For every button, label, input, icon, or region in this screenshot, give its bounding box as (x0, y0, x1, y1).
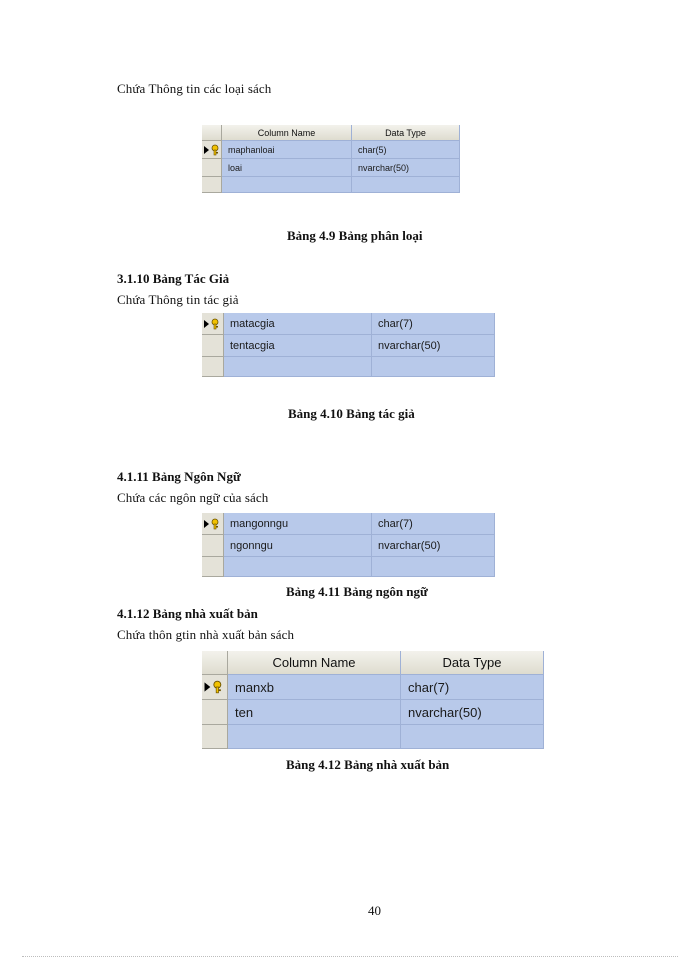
heading-nxb: 4.1.12 Bảng nhà xuất bản (117, 606, 258, 621)
column-name-cell[interactable] (228, 725, 401, 749)
row-selector[interactable] (202, 177, 222, 193)
table-row[interactable] (202, 675, 544, 700)
row-selector[interactable] (202, 700, 228, 725)
column-name-header: Column Name (222, 125, 352, 141)
intro-text: Chứa Thông tin các loại sách (117, 81, 272, 96)
heading-ngonngu: 4.1.11 Bảng Ngôn Ngữ (117, 469, 241, 484)
row-selector[interactable] (202, 557, 224, 577)
column-name-cell[interactable]: mangonngu (224, 513, 372, 535)
column-name-header: Column Name (228, 651, 401, 675)
data-type-cell[interactable] (401, 725, 544, 749)
column-name-cell[interactable] (222, 177, 352, 193)
table-row[interactable] (202, 313, 495, 335)
data-type-cell[interactable]: nvarchar(50) (352, 159, 460, 177)
column-name-cell[interactable] (224, 357, 372, 377)
data-type-cell[interactable]: nvarchar(50) (372, 535, 495, 557)
row-selector[interactable] (202, 513, 224, 535)
table-row[interactable] (202, 535, 495, 557)
caption-table-4-9: Bảng 4.9 Bảng phân loại (287, 228, 423, 243)
data-type-cell[interactable]: char(7) (401, 675, 544, 700)
table-row[interactable] (202, 159, 460, 177)
column-name-cell[interactable]: manxb (228, 675, 401, 700)
page-number: 40 (368, 903, 381, 918)
data-type-cell[interactable]: nvarchar(50) (372, 335, 495, 357)
column-name-cell[interactable]: ngonngu (224, 535, 372, 557)
row-selector[interactable] (202, 141, 222, 159)
data-type-header: Data Type (401, 651, 544, 675)
table-row[interactable] (202, 700, 544, 725)
table-header-row (202, 651, 544, 675)
row-selector-header (202, 651, 228, 675)
column-name-cell[interactable] (224, 557, 372, 577)
caption-table-4-10: Bảng 4.10 Bảng tác giả (288, 406, 415, 421)
column-name-cell[interactable]: ten (228, 700, 401, 725)
page-bottom-divider (22, 956, 678, 957)
table-header-row (202, 125, 460, 141)
table-row[interactable] (202, 335, 495, 357)
table-row[interactable] (202, 141, 460, 159)
text-ngonngu: Chứa các ngôn ngữ của sách (117, 490, 269, 505)
table-tacgia (202, 313, 495, 377)
primary-key-icon (204, 144, 222, 156)
row-selector[interactable] (202, 535, 224, 557)
data-type-header: Data Type (352, 125, 460, 141)
row-selector[interactable] (202, 159, 222, 177)
data-type-cell[interactable]: nvarchar(50) (401, 700, 544, 725)
text-tacgia: Chứa Thông tin tác giả (117, 292, 239, 307)
heading-tacgia: 3.1.10 Bảng Tác Giả (117, 271, 230, 286)
data-type-cell[interactable]: char(5) (352, 141, 460, 159)
primary-key-icon (204, 518, 222, 530)
column-name-cell[interactable]: loai (222, 159, 352, 177)
column-name-cell[interactable]: maphanloai (222, 141, 352, 159)
column-name-cell[interactable]: tentacgia (224, 335, 372, 357)
table-row[interactable] (202, 513, 495, 535)
column-name-cell[interactable]: matacgia (224, 313, 372, 335)
caption-table-4-11: Bảng 4.11 Bảng ngôn ngữ (286, 584, 428, 599)
row-selector[interactable] (202, 357, 224, 377)
data-type-cell[interactable] (352, 177, 460, 193)
primary-key-icon (204, 680, 226, 694)
data-type-cell[interactable] (372, 357, 495, 377)
data-type-cell[interactable]: char(7) (372, 513, 495, 535)
row-selector-header (202, 125, 222, 141)
table-phanloai (202, 125, 460, 193)
row-selector[interactable] (202, 313, 224, 335)
row-selector[interactable] (202, 675, 228, 700)
table-row-empty[interactable] (202, 557, 495, 577)
row-selector[interactable] (202, 725, 228, 749)
text-nxb: Chứa thôn gtin nhà xuất bản sách (117, 627, 295, 642)
table-row-empty[interactable] (202, 357, 495, 377)
table-ngonngu (202, 513, 495, 577)
data-type-cell[interactable] (372, 557, 495, 577)
table-nxb (202, 651, 544, 749)
primary-key-icon (204, 318, 222, 330)
row-selector[interactable] (202, 335, 224, 357)
data-type-cell[interactable]: char(7) (372, 313, 495, 335)
table-row-empty[interactable] (202, 725, 544, 749)
table-row-empty[interactable] (202, 177, 460, 193)
caption-table-4-12: Bảng 4.12 Bảng nhà xuất bản (286, 757, 450, 772)
